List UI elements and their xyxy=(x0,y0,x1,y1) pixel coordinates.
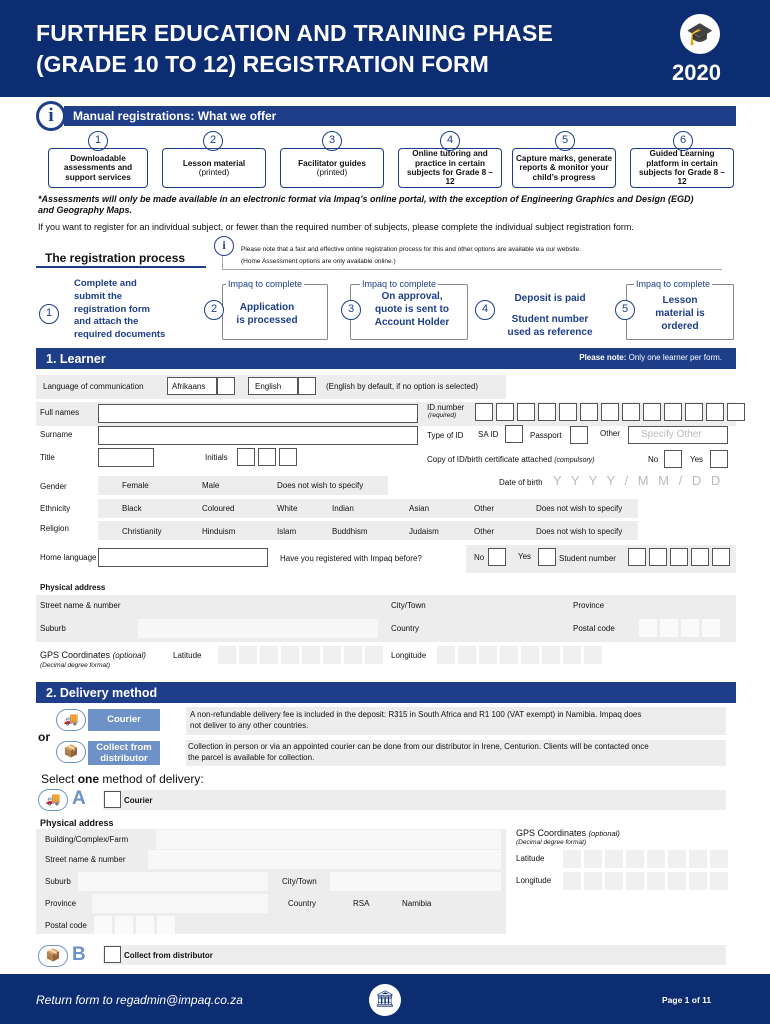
offer-item-1 xyxy=(48,148,148,188)
offer-item-5 xyxy=(512,148,616,188)
delivery-suburb-label: Suburb xyxy=(45,877,71,886)
option-b-letter: B xyxy=(72,944,86,965)
offer-item-title: Lesson material xyxy=(182,158,246,168)
initials-label: Initials xyxy=(205,453,228,462)
form-year: 2020 xyxy=(672,60,721,85)
step-4-deposit: Deposit is paid xyxy=(514,293,586,304)
step-number-1: 1 xyxy=(39,304,59,324)
step-number-3: 3 xyxy=(341,300,361,320)
gps-text: GPS Coordinates xyxy=(516,828,587,838)
passport-option: Passport xyxy=(530,431,562,440)
english-default-note: (English by default, if no option is selected) xyxy=(326,382,479,391)
full-names-label: Full names xyxy=(40,408,80,417)
religion-judaism[interactable]: Judaism xyxy=(409,527,439,536)
gender-not-specify[interactable]: Does not wish to specify xyxy=(277,481,364,490)
step-3-text xyxy=(364,290,460,329)
title-label: Title xyxy=(40,453,55,462)
learner-heading: 1. Learner xyxy=(46,352,106,366)
gps-optional: (optional) xyxy=(112,651,146,660)
dob-label: Date of birth xyxy=(499,478,543,487)
offer-item-title: Downloadable assessments and support services xyxy=(63,153,133,182)
religion-christianity[interactable]: Christianity xyxy=(122,527,162,536)
graduation-cap-icon: 🎓 xyxy=(680,14,720,54)
collect-info-1: Collection in person or via an appointed courier can be done from our distributor in Irene, Centurion. Clients will be contacted once xyxy=(188,742,649,751)
step-line: Lesson xyxy=(662,295,698,306)
truck-icon: 🚚 xyxy=(38,789,68,811)
afrikaans-checkbox[interactable] xyxy=(217,377,235,395)
step-line: required documents xyxy=(74,329,166,341)
step-line: is processed xyxy=(236,315,298,326)
offer-number-1: 1 xyxy=(88,131,108,151)
home-language-input[interactable] xyxy=(98,548,268,567)
ethnicity-indian[interactable]: Indian xyxy=(332,504,354,513)
step-1-text xyxy=(74,278,165,342)
ethnicity-not-specify[interactable]: Does not wish to specify xyxy=(536,504,623,513)
ethnicity-black[interactable]: Black xyxy=(122,504,142,513)
passport-checkbox[interactable] xyxy=(570,426,588,444)
home-language-label: Home language xyxy=(40,553,97,562)
religion-other[interactable]: Other xyxy=(474,527,495,536)
offer-number-3: 3 xyxy=(322,131,342,151)
step-line: material is xyxy=(655,308,705,319)
courier-bar: Courier xyxy=(88,709,160,731)
offer-number-2: 2 xyxy=(203,131,223,151)
gps-text: GPS Coordinates xyxy=(40,650,111,660)
or-label: or xyxy=(38,730,50,744)
step-line: Complete and xyxy=(74,278,137,289)
page-number: Page 1 of 11 xyxy=(662,995,712,1005)
surname-label: Surname xyxy=(40,430,73,439)
step-line: registration form xyxy=(74,303,151,315)
latitude-label: Latitude xyxy=(173,651,202,660)
home-school-icon: 🏛 xyxy=(369,984,401,1016)
religion-hinduism[interactable]: Hinduism xyxy=(202,527,236,536)
suburb-input[interactable] xyxy=(138,619,378,638)
header-banner xyxy=(0,0,770,97)
step-number-5: 5 xyxy=(615,300,635,320)
offer-item-4 xyxy=(398,148,502,188)
collect-line: distributor xyxy=(100,753,148,764)
delivery-postal-label: Postal code xyxy=(45,921,87,930)
type-of-id-label: Type of ID xyxy=(427,431,464,440)
registered-no-checkbox[interactable] xyxy=(488,548,506,566)
copy-yes-option: Yes xyxy=(690,455,704,464)
province-label: Province xyxy=(573,601,605,610)
courier-info-2: not deliver to any other countries. xyxy=(190,721,309,730)
specify-other-input[interactable]: Specify Other xyxy=(628,426,728,444)
delivery-country-label: Country xyxy=(288,899,317,908)
courier-info-1: A non-refundable delivery fee is included in the deposit: R315 in South Africa and R1 100 (VAT exempt) in Namibia. Impaq does xyxy=(190,710,642,719)
info-icon: i xyxy=(214,236,234,256)
ethnicity-white[interactable]: White xyxy=(277,504,298,513)
country-rsa-option[interactable]: RSA xyxy=(353,899,370,908)
latitude-cells[interactable] xyxy=(218,646,383,664)
religion-buddhism[interactable]: Buddhism xyxy=(332,527,368,536)
street-label: Street name & number xyxy=(40,601,121,610)
registered-yes: Yes xyxy=(518,552,532,561)
offer-item-3 xyxy=(280,148,384,188)
package-icon: 📦 xyxy=(38,945,68,967)
impaq-label-5: Impaq to complete xyxy=(636,279,711,289)
step-2-text xyxy=(232,301,302,327)
delivery-longitude-label: Longitude xyxy=(516,876,552,885)
ethnicity-label: Ethnicity xyxy=(40,504,71,513)
footer-bar xyxy=(0,974,770,1024)
courier-checkbox[interactable] xyxy=(104,791,121,808)
step-5-text xyxy=(640,294,720,333)
language-label: Language of communication xyxy=(43,382,144,391)
return-email[interactable]: Return form to regadmin@impaq.co.za xyxy=(36,993,243,1007)
afrikaans-option[interactable]: Afrikaans xyxy=(167,377,217,395)
full-names-input[interactable] xyxy=(98,404,418,423)
info-icon: i xyxy=(36,101,66,131)
country-namibia-option[interactable]: Namibia xyxy=(402,899,432,908)
step-line: ordered xyxy=(661,321,699,332)
step-number-2: 2 xyxy=(204,300,224,320)
select-one: one xyxy=(77,772,100,786)
delivery-gps-label xyxy=(516,828,620,838)
learner-note-bold: Please note: xyxy=(579,353,627,362)
registered-yes-checkbox[interactable] xyxy=(538,548,556,566)
id-number-cells[interactable] xyxy=(475,403,745,421)
gps-optional: (optional) xyxy=(588,829,620,838)
delivery-city-input[interactable] xyxy=(330,872,501,891)
step-line: Application xyxy=(239,302,295,313)
postal-code-label: Postal code xyxy=(573,624,615,633)
assessment-note-line1: *Assessments will only be made available in an electronic format via Impaq’s online portal, with the exception of Engineering Graphics and Design (EGD) xyxy=(38,194,694,204)
delivery-street-label: Street name & number xyxy=(45,855,126,864)
package-icon: 📦 xyxy=(56,741,86,763)
gps-decimal-note: (Decimal degree format) xyxy=(40,662,111,669)
english-option[interactable]: English xyxy=(248,377,298,395)
step-line: and attach the xyxy=(74,316,139,328)
form-title-line2: (GRADE 10 TO 12) REGISTRATION FORM xyxy=(36,51,489,77)
select-method-label xyxy=(41,772,204,786)
id-required-label: (required) xyxy=(428,412,457,419)
process-heading: The registration process xyxy=(45,251,186,265)
copy-yes-checkbox[interactable] xyxy=(710,450,728,468)
impaq-label-3: Impaq to complete xyxy=(362,279,437,289)
ethnicity-asian[interactable]: Asian xyxy=(409,504,430,513)
step-line: used as reference xyxy=(507,327,593,338)
other-id-option: Other xyxy=(600,429,621,438)
delivery-latitude-label: Latitude xyxy=(516,854,545,863)
offer-number-6: 6 xyxy=(673,131,693,151)
suburb-label: Suburb xyxy=(40,624,66,633)
ethnicity-other[interactable]: Other xyxy=(474,504,495,513)
gender-label: Gender xyxy=(40,482,67,491)
delivery-suburb-input[interactable] xyxy=(78,872,268,891)
form-title-line1: FURTHER EDUCATION AND TRAINING PHASE xyxy=(36,20,554,46)
gps-label xyxy=(40,650,146,660)
learner-note xyxy=(579,353,722,362)
copy-no-checkbox[interactable] xyxy=(664,450,682,468)
process-note-1: Please note that a fast and effective online registration process for this and other options are available via our website. xyxy=(241,246,581,253)
delivery-longitude-cells[interactable] xyxy=(563,872,728,890)
select-post: method of delivery: xyxy=(99,772,204,786)
delivery-heading: 2. Delivery method xyxy=(36,682,736,703)
religion-label: Religion xyxy=(40,524,69,533)
collect-bar xyxy=(88,741,160,765)
offer-item-sub: (printed) xyxy=(198,168,230,177)
gender-male[interactable]: Male xyxy=(202,481,220,490)
learner-note-text: Only one learner per form. xyxy=(626,353,722,362)
delivery-address-label: Physical address xyxy=(40,818,114,828)
offer-item-title: Facilitator guides xyxy=(298,158,366,168)
offer-number-5: 5 xyxy=(555,131,575,151)
title-input[interactable] xyxy=(98,448,154,467)
registered-before-label: Have you registered with Impaq before? xyxy=(280,554,422,563)
courier-option-label: Courier xyxy=(124,796,153,805)
offer-item-title: Capture marks, generate reports & monitor your child’s progress xyxy=(516,153,613,182)
religion-not-specify[interactable]: Does not wish to specify xyxy=(536,527,623,536)
step-line: Account Holder xyxy=(374,317,450,328)
gender-female[interactable]: Female xyxy=(122,481,149,490)
individual-subject-note: If you want to register for an individual subject, or fewer than the required number of subjects, please complete the individual subject registration form. xyxy=(38,222,634,232)
truck-icon: 🚚 xyxy=(56,709,86,731)
assessment-note-line2: and Geography Maps. xyxy=(38,205,133,215)
student-number-cells[interactable] xyxy=(628,548,730,566)
student-number-label: Student number xyxy=(559,554,616,563)
impaq-label-2: Impaq to complete xyxy=(228,279,303,289)
surname-input[interactable] xyxy=(98,426,418,445)
step-line: submit the xyxy=(74,290,123,302)
offer-item-title: Guided Learning platform in certain subjects for Grade 8 – 12 xyxy=(638,149,725,187)
delivery-gps-decimal: (Decimal degree format) xyxy=(516,839,587,846)
delivery-postal-cells[interactable] xyxy=(94,916,175,934)
religion-islam[interactable]: Islam xyxy=(277,527,297,536)
copy-id-label xyxy=(427,455,595,464)
copy-no-option: No xyxy=(648,455,659,464)
initials-cells[interactable] xyxy=(237,448,297,466)
step-line: On approval, xyxy=(381,291,443,302)
building-label: Building/Complex/Farm xyxy=(45,835,129,844)
offer-item-6 xyxy=(630,148,734,188)
option-a-letter: A xyxy=(72,788,86,809)
step-number-4: 4 xyxy=(475,300,495,320)
option-a-row xyxy=(103,790,726,810)
step-line: Student number xyxy=(511,314,589,325)
sa-id-checkbox[interactable] xyxy=(505,425,523,443)
collect-checkbox[interactable] xyxy=(104,946,121,963)
offer-heading: Manual registrations: What we offer xyxy=(64,106,736,126)
delivery-city-label: City/Town xyxy=(282,877,317,886)
step-line: quote is sent to xyxy=(375,304,449,315)
step-4-text xyxy=(500,313,600,339)
physical-address-label: Physical address xyxy=(40,583,106,592)
copy-id-text: Copy of ID/birth certificate attached xyxy=(427,455,552,464)
compulsory-label: (compulsory) xyxy=(554,457,595,464)
delivery-latitude-cells[interactable] xyxy=(563,850,728,868)
collect-line: Collect from xyxy=(96,741,152,753)
building-input[interactable] xyxy=(156,830,501,849)
offer-item-2 xyxy=(162,148,266,188)
delivery-province-input[interactable] xyxy=(92,894,268,913)
dob-input[interactable]: Y Y Y Y / M M / D D xyxy=(553,473,724,488)
id-number-label: ID number xyxy=(427,403,465,412)
select-pre: Select xyxy=(41,772,78,786)
country-label: Country xyxy=(391,624,420,633)
sa-id-option: SA ID xyxy=(478,430,499,439)
delivery-province-label: Province xyxy=(45,899,77,908)
delivery-street-input[interactable] xyxy=(148,850,501,869)
english-checkbox[interactable] xyxy=(298,377,316,395)
ethnicity-coloured[interactable]: Coloured xyxy=(202,504,235,513)
process-note-2: (Home Assessment options are only available online.) xyxy=(241,258,396,265)
collect-option-label: Collect from distributor xyxy=(124,951,213,960)
city-label: City/Town xyxy=(391,601,426,610)
registered-no: No xyxy=(474,553,485,562)
longitude-label: Longitude xyxy=(391,651,427,660)
offer-item-sub: (printed) xyxy=(316,168,348,177)
postal-code-cells[interactable] xyxy=(639,619,720,637)
collect-info-2: the parcel is available for collection. xyxy=(188,753,315,762)
offer-number-4: 4 xyxy=(440,131,460,151)
offer-item-title: Online tutoring and practice in certain subjects for Grade 8 – 12 xyxy=(406,149,493,187)
learner-section-bar xyxy=(36,348,736,369)
longitude-cells[interactable] xyxy=(437,646,602,664)
